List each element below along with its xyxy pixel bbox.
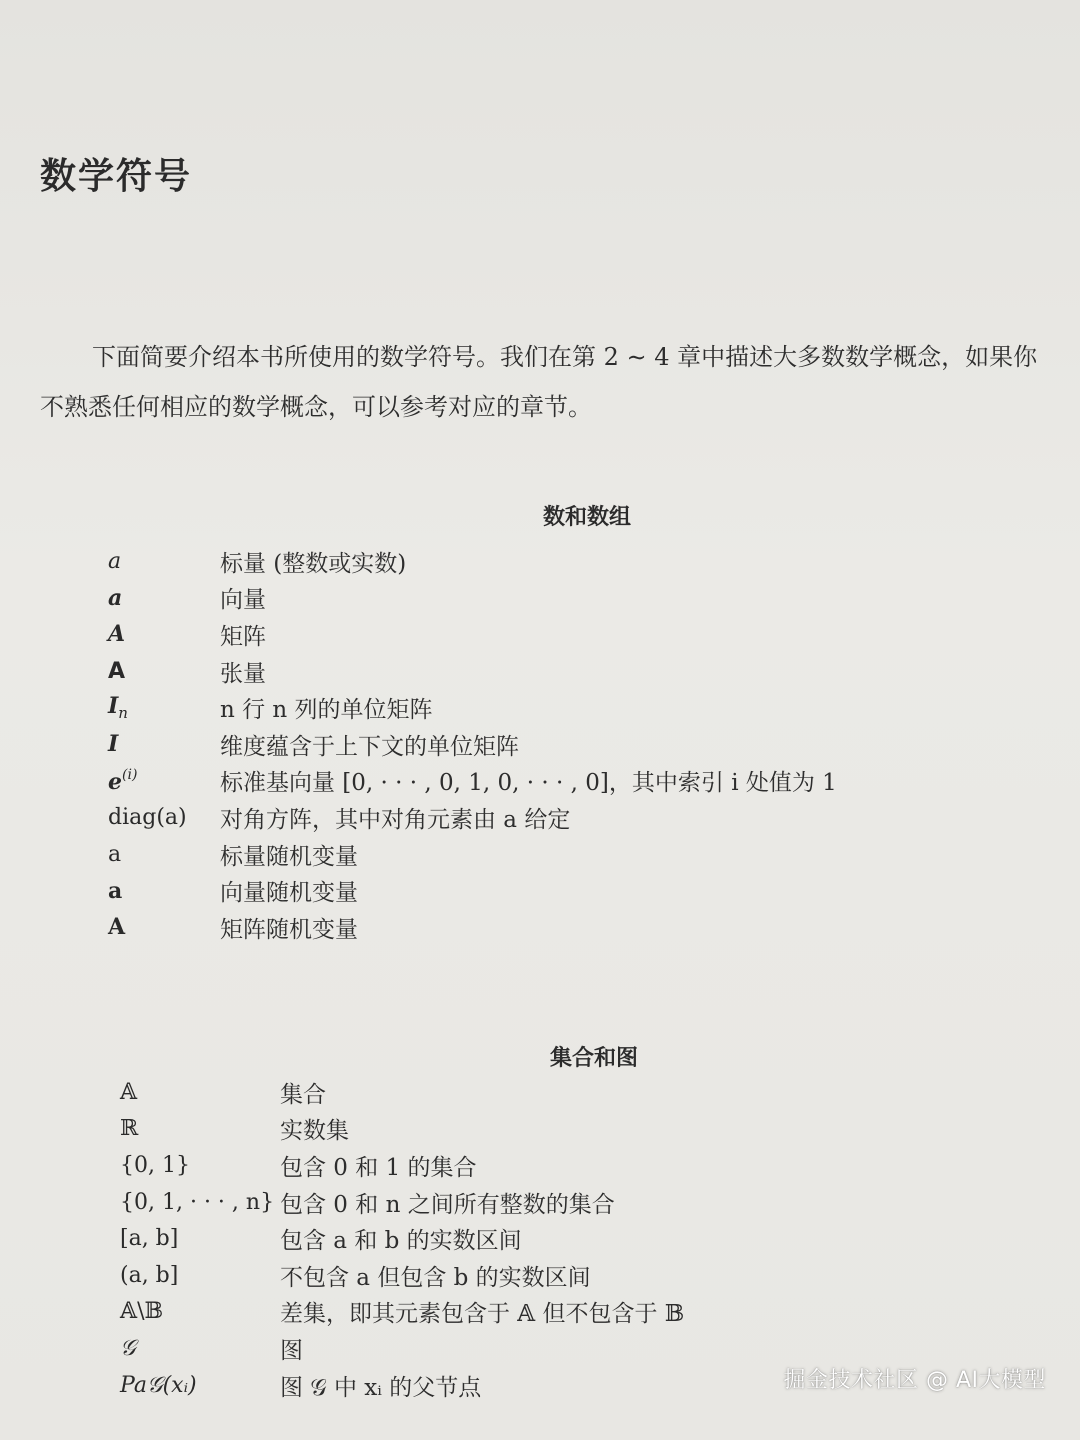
- symbol-description: 矩阵: [220, 623, 266, 650]
- symbol-description: n 行 n 列的单位矩阵: [220, 697, 433, 724]
- symbol-row: [108, 543, 837, 580]
- section-title-sets: 集合和图: [550, 1046, 639, 1071]
- symbol-row: [120, 1257, 684, 1294]
- symbol-row: [108, 689, 837, 726]
- symbol: a: [108, 877, 123, 904]
- symbol: 𝒢: [120, 1335, 136, 1361]
- symbol-description: 图 𝒢 中 xᵢ 的父节点: [280, 1374, 482, 1401]
- symbol-row: [120, 1220, 684, 1257]
- symbol: a: [108, 548, 122, 574]
- symbol-row: [108, 836, 837, 873]
- symbol: e: [108, 768, 122, 795]
- symbol: A: [108, 658, 126, 684]
- symbol-description: 标准基向量 [0, · · · , 0, 1, 0, · · · , 0]，其中索引 i 处值为 1: [220, 770, 837, 797]
- symbol: a: [108, 584, 123, 611]
- symbol: {0, 1, · · · , n}: [120, 1189, 275, 1215]
- symbol-description: 图: [280, 1337, 303, 1364]
- symbol-row: [108, 909, 837, 946]
- symbol: I: [108, 693, 119, 720]
- symbol-subscript: n: [118, 704, 128, 723]
- symbol-description: 对角方阵，其中对角元素由 a 给定: [220, 806, 571, 833]
- symbol: 𝔸\𝔹: [120, 1299, 164, 1325]
- symbol-description: 标量随机变量: [220, 843, 358, 870]
- symbol-description: 维度蕴含于上下文的单位矩阵: [220, 733, 519, 760]
- symbol-row: [108, 616, 837, 653]
- symbol: [a, b]: [120, 1226, 179, 1252]
- symbol-group: [108, 767, 220, 795]
- symbol-row: [108, 799, 837, 836]
- symbol-row: [108, 763, 837, 800]
- symbol-row: [120, 1330, 684, 1367]
- symbol: a: [108, 841, 122, 867]
- symbol-description: 标量 (整数或实数): [220, 550, 407, 577]
- symbol-row: [108, 872, 837, 909]
- symbol: ℝ: [120, 1116, 139, 1142]
- symbol: 𝔸: [120, 1079, 138, 1105]
- symbol: diag(a): [108, 804, 187, 830]
- symbol-description: 向量: [220, 587, 266, 614]
- symbol-description: 向量随机变量: [220, 880, 358, 907]
- symbol: A: [108, 914, 126, 941]
- page-title: 数学符号: [40, 156, 193, 197]
- symbol-row: [120, 1111, 684, 1148]
- symbol-description: 包含 0 和 n 之间所有整数的集合: [280, 1191, 615, 1218]
- symbol-description: 实数集: [280, 1118, 349, 1145]
- symbol-description: 矩阵随机变量: [220, 916, 358, 943]
- symbol: {0, 1}: [120, 1152, 190, 1178]
- symbol-row: [120, 1294, 684, 1331]
- symbol-row: [120, 1074, 684, 1111]
- symbol-description: 包含 a 和 b 的实数区间: [280, 1228, 522, 1255]
- symbol-row: [108, 726, 837, 763]
- section-title-numbers: 数和数组: [543, 505, 632, 530]
- symbol-row: [120, 1184, 684, 1221]
- symbol-row: [108, 580, 837, 617]
- symbol-group: [108, 693, 220, 722]
- symbol-description: 不包含 a 但包含 b 的实数区间: [280, 1264, 591, 1291]
- symbol-row: [120, 1367, 684, 1404]
- symbol: Pa𝒢(xᵢ): [120, 1372, 197, 1398]
- symbol-description: 差集，即其元素包含于 𝔸 但不包含于 𝔹: [280, 1301, 685, 1328]
- symbol-superscript: (i): [122, 766, 138, 783]
- numbers-symbol-list: [108, 543, 837, 946]
- watermark: 掘金技术社区 @ AI大模型: [783, 1368, 1046, 1393]
- symbol-description: 张量: [220, 660, 266, 687]
- symbol: (a, b]: [120, 1262, 179, 1288]
- symbol-description: 集合: [280, 1081, 326, 1108]
- symbol-row: [120, 1147, 684, 1184]
- symbol: I: [108, 731, 119, 758]
- sets-symbol-list: [120, 1074, 684, 1403]
- intro-paragraph: 下面简要介绍本书所使用的数学符号。我们在第 2 ∼ 4 章中描述大多数数学概念，如果你不熟悉任何相应的数学概念，可以参考对应的章节。: [40, 343, 1038, 421]
- symbol-row: [108, 653, 837, 690]
- symbol: A: [108, 621, 126, 648]
- symbol-description: 包含 0 和 1 的集合: [280, 1154, 477, 1181]
